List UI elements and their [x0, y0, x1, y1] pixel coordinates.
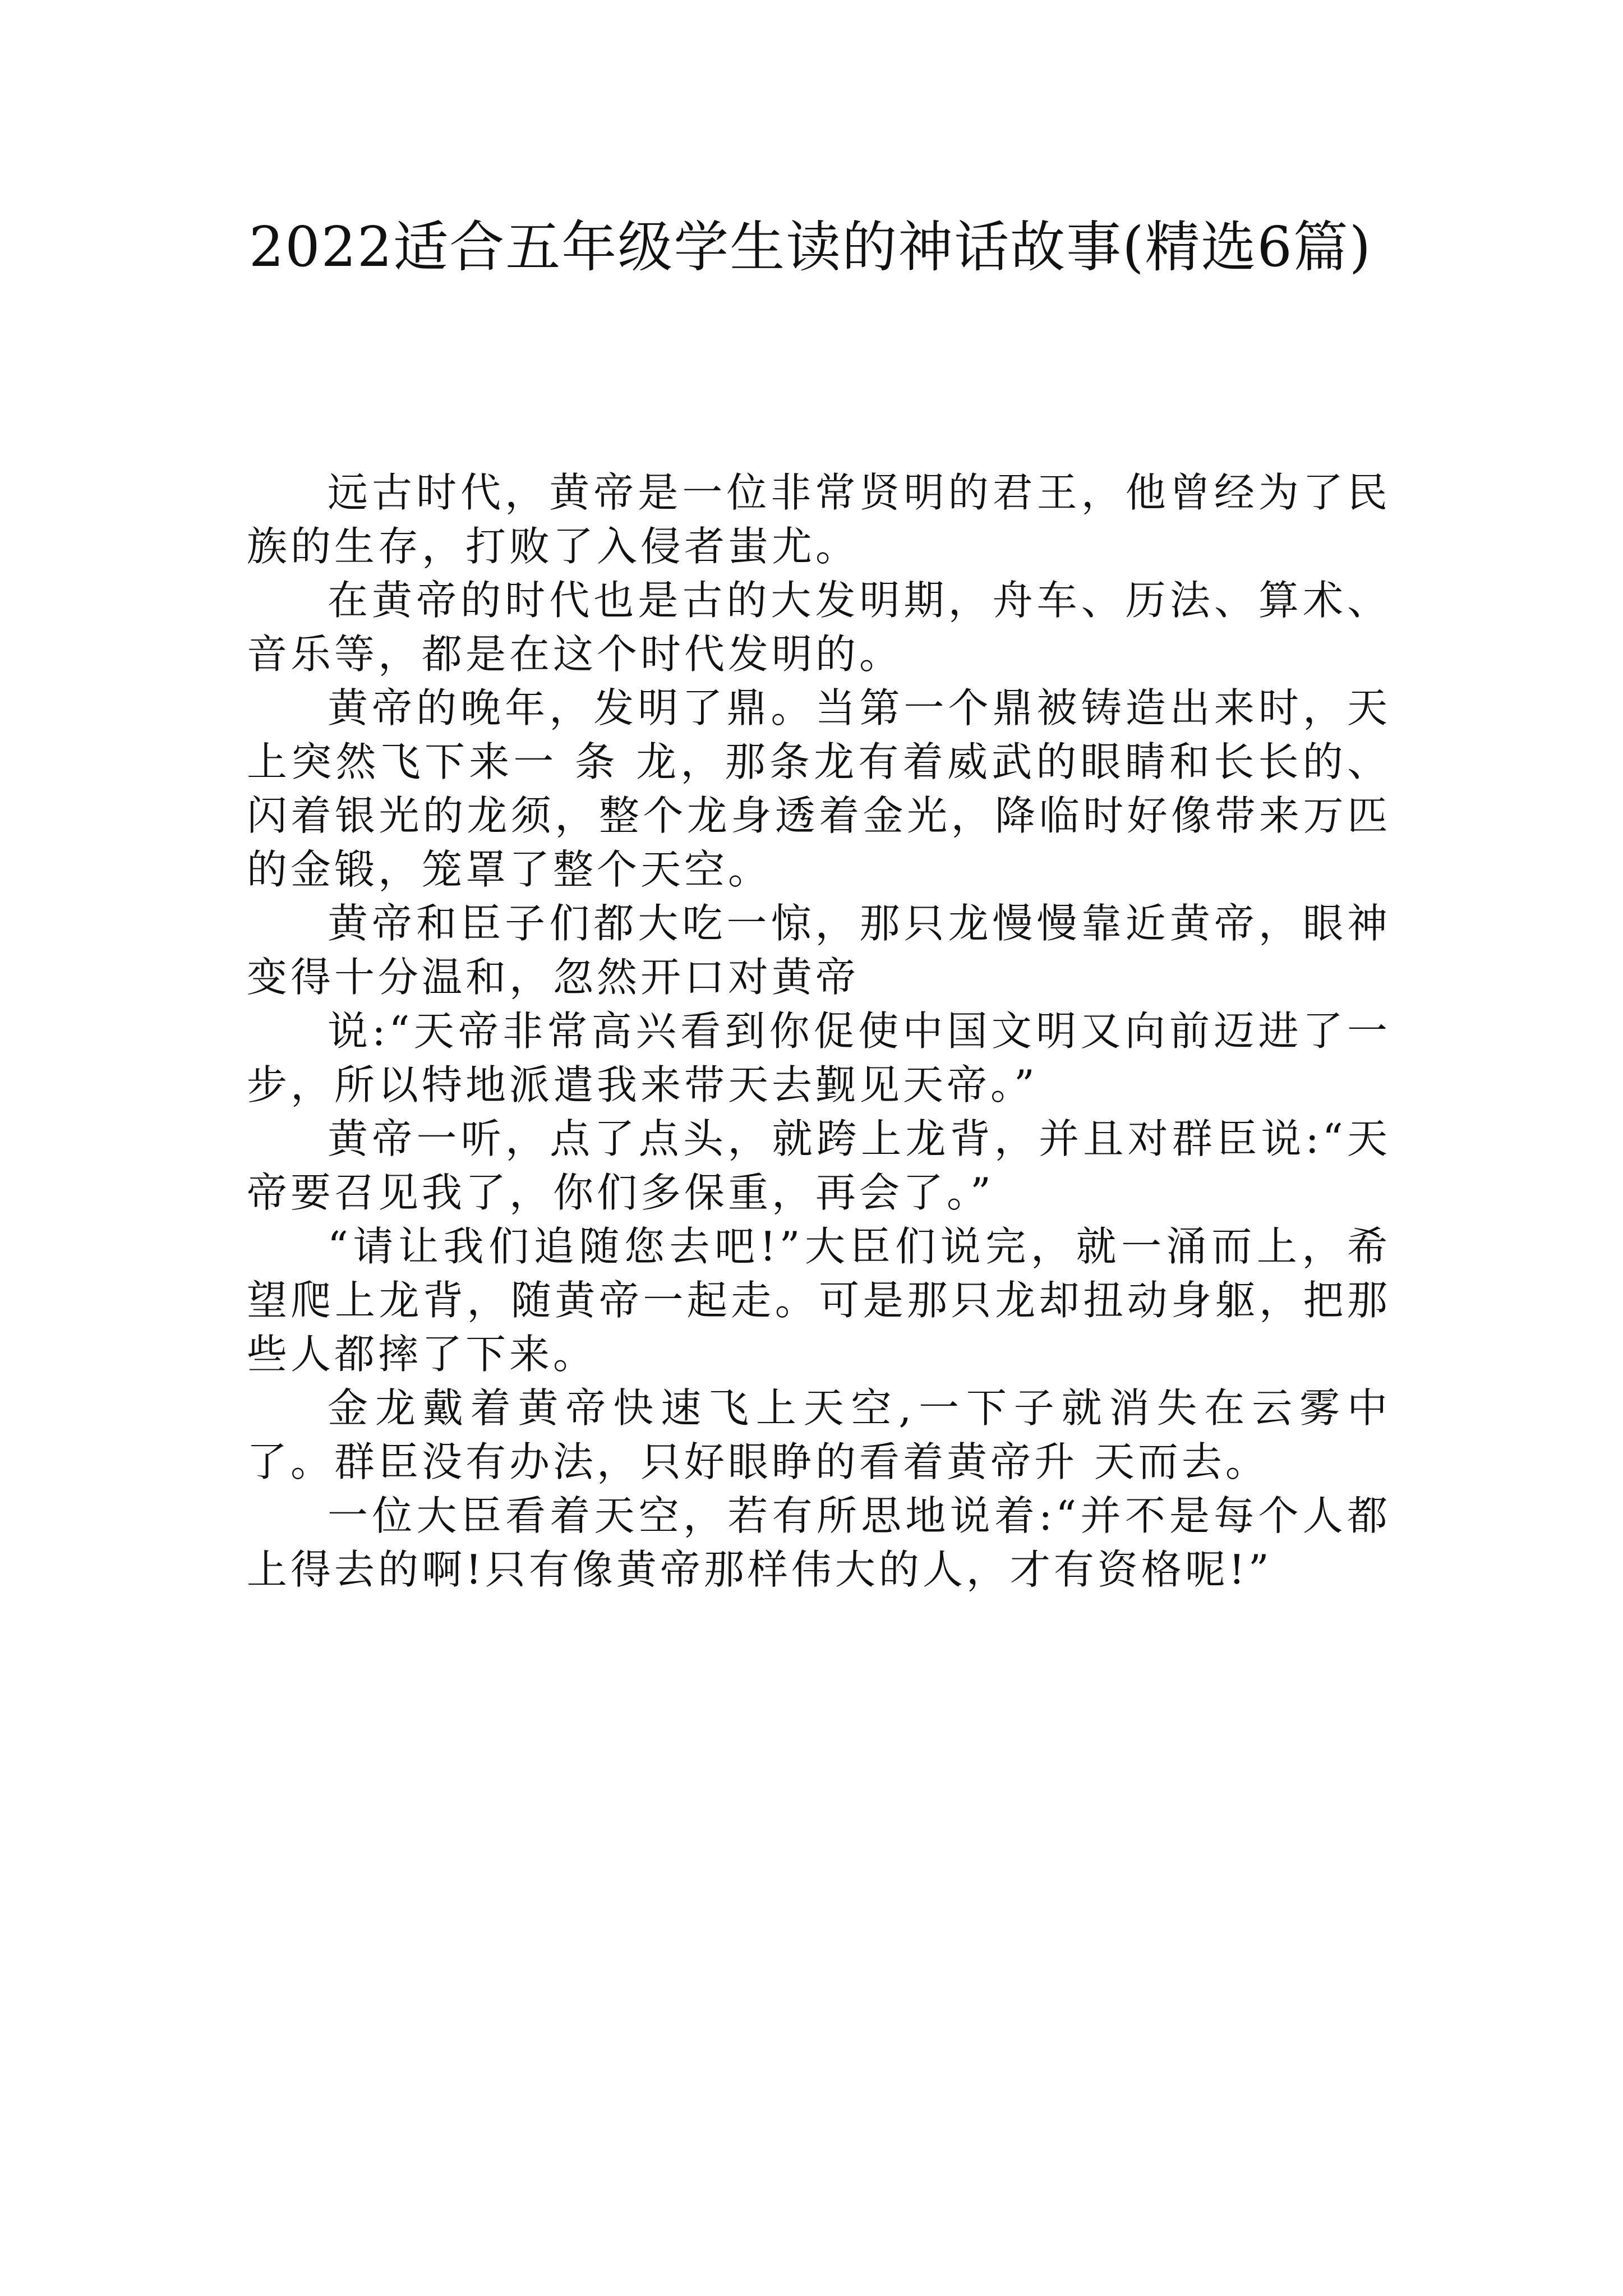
paragraph: “请让我们追随您去吧!”大臣们说完，就一涌而上，希望爬上龙背，随黄帝一起走。可是那只龙却扭动身躯，把那些人都摔了下来。 [247, 1223, 1391, 1378]
paragraph: 远古时代，黄帝是一位非常贤明的君王，他曾经为了民族的生存，打败了入侵者蚩尤。 [247, 469, 1391, 570]
document-body [247, 466, 1391, 1596]
paragraph: 一位大臣看着天空，若有所思地说着:“并不是每个人都上得去的啊!只有像黄帝那样伟大的人，才有资格呢!” [247, 1492, 1391, 1593]
paragraph: 说:“天帝非常高兴看到你促使中国文明又向前迈进了一步，所以特地派遣我来带天去觐见天帝。” [247, 1007, 1391, 1108]
document-title: 2022适合五年级学生读的神话故事(精选6篇) [248, 215, 1372, 279]
paragraph: 黄帝和臣子们都大吃一惊，那只龙慢慢靠近黄帝，眼神变得十分温和，忽然开口对黄帝 [247, 900, 1391, 1001]
paragraph: 金龙戴着黄帝快速飞上天空,一下子就消失在云雾中了。群臣没有办法，只好眼睁的看着黄帝升 天而去。 [247, 1384, 1391, 1485]
paragraph: 黄帝一听，点了点头，就跨上龙背，并且对群臣说:“天帝要召见我了，你们多保重，再会了。” [247, 1115, 1391, 1216]
paragraph: 在黄帝的时代也是古的大发明期，舟车、历法、算术、音乐等，都是在这个时代发明的。 [247, 577, 1391, 678]
paragraph: 黄帝的晚年，发明了鼎。当第一个鼎被铸造出来时，天上突然飞下来一 条 龙，那条龙有着威武的眼睛和长长的、闪着银光的龙须，整个龙身透着金光，降临时好像带来万匹的金锻，笼罩了整个天空。 [247, 684, 1391, 893]
